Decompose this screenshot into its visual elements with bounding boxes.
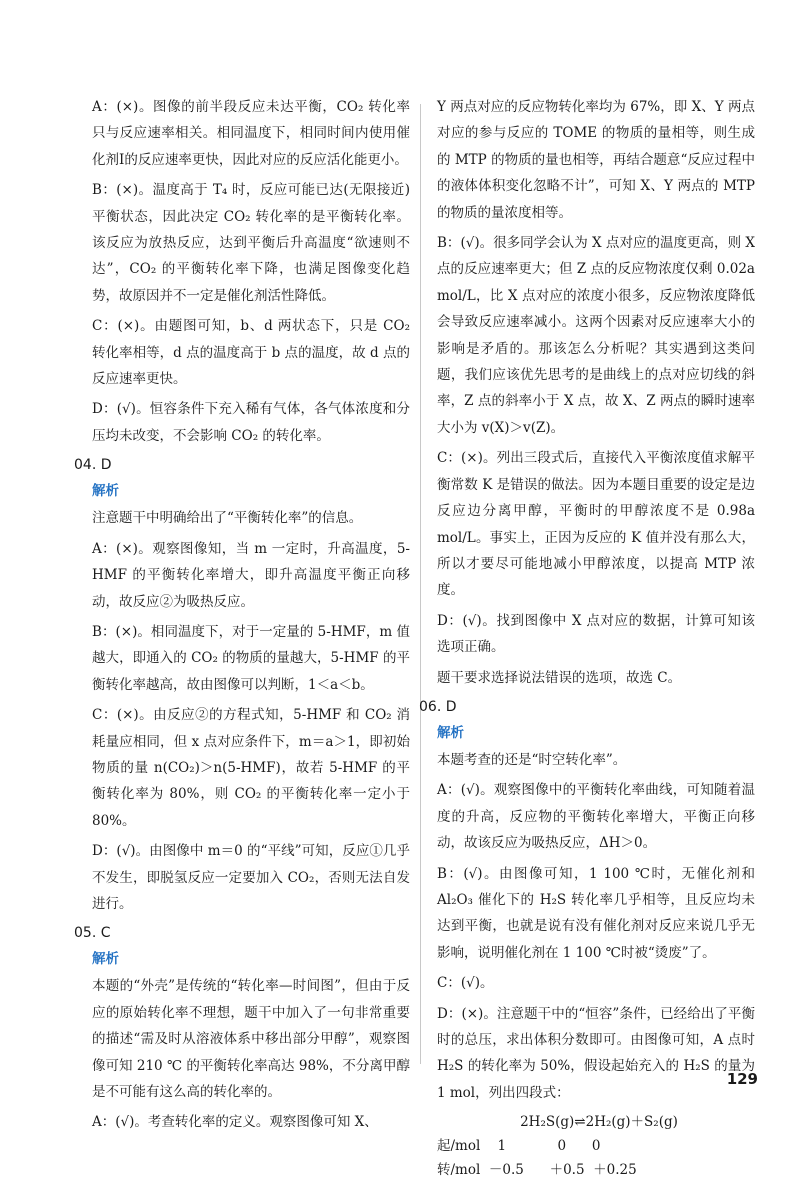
paragraph: 题干要求选择说法错误的选项，故选 C。 [437, 669, 682, 686]
paragraph: 本题考查的还是“时空转化率”。 [437, 751, 627, 768]
answer-option: D：(√)。恒容条件下充入稀有气体，各气体浓度和分压均未改变，不会影响 CO₂ 的转化率。 [92, 401, 410, 444]
question-number: 05. C [74, 925, 111, 942]
question-number: 06. D [419, 698, 457, 715]
column-divider [420, 104, 421, 1064]
question-number: 04. D [74, 457, 112, 474]
answer-option: D：(×)。注意题干中的“恒容”条件，已经给出了平衡时的总压，求出体积分数即可。由图像可知，A 点时 H₂S 的转化率为 50%，假设起始充入的 H₂S 的量为 1 mol，列出四段式： [437, 1005, 755, 1101]
answer-option: A：(×)。图像的前半段反应未达平衡，CO₂ 转化率只与反应速率相关。相同温度下，相同时间内使用催化剂Ⅰ的反应速率更快，因此对应的反应活化能更小。 [92, 99, 410, 168]
answer-option: C：(×)。列出三段式后，直接代入平衡浓度值求解平衡常数 K 是错误的做法。因为本题目重要的设定是边反应边分离甲醇，平衡时的甲醇浓度不是 0.98a mol/L。事实上，正因为反应的 K 值并没有那么大，所以才要尽可能地减小甲醇浓度，以提高 MTP 浓度。 [437, 450, 755, 599]
answer-option: C：(×)。由题图可知，b、d 两状态下，只是 CO₂ 转化率相等，d 点的温度高于 b 点的温度，故 d 点的反应速率更快。 [92, 318, 410, 388]
answer-option: B：(×)。温度高于 T₄ 时，反应可能已达(无限接近)平衡状态，因此决定 CO₂ 转化率的是平衡转化率。该反应为放热反应，达到平衡后升高温度“欲速则不达”，CO₂ 的平衡转化率下降，也满足图像变化趋势，故原因并不一定是催化剂活性降低。 [92, 182, 410, 304]
answer-option: D：(√)。找到图像中 X 点对应的数据，计算可知该选项正确。 [437, 612, 755, 656]
table-row: 转/mol －0.5 ＋0.5 ＋0.25 [437, 1162, 637, 1179]
answer-option: C：(×)。由反应②的方程式知，5-HMF 和 CO₂ 消耗量应相同，但 x 点对应条件下，m＝a＞1，即初始物质的量 n(CO₂)＞n(5-HMF)，故若 5-HMF 的平衡转化率为 80%，则 CO₂ 的平衡转化率一定小于 80%。 [92, 707, 410, 829]
analysis-label: 解析 [92, 483, 119, 500]
left-column [74, 94, 410, 1140]
table-row: 起/mol 1 0 0 [437, 1138, 601, 1155]
answer-option: D：(√)。由图像中 m＝0 的“平线”可知，反应①几乎不发生，即脱氢反应一定要加入 CO₂，否则无法自发进行。 [92, 843, 410, 912]
answer-option: C：(√)。 [437, 975, 494, 992]
answer-option: A：(√)。考查转化率的定义。观察图像可知 X、 [92, 1114, 378, 1131]
answer-option: B：(√)。由图像可知，1 100 ℃时，无催化剂和 Al₂O₃ 催化下的 H₂S 转化率几乎相等，且反应均未达到平衡，也就是说有没有催化剂对反应来说几乎无影响，说明催化剂在 1 100 ℃时被“烫废”了。 [437, 865, 755, 961]
page-number: 129 [726, 1070, 758, 1088]
answer-option: A：(×)。观察图像知，当 m 一定时，升高温度，5-HMF 的平衡转化率增大，即升高温度平衡正向移动，故反应②为吸热反应。 [92, 540, 410, 610]
paragraph: 注意题干中明确给出了“平衡转化率”的信息。 [92, 510, 363, 527]
analysis-label: 解析 [92, 951, 119, 968]
paragraph: 本题的“外壳”是传统的“转化率—时间图”，但由于反应的原始转化率不理想，题干中加入了一句非常重要的描述“需及时从溶液体系中移出部分甲醇”，观察图像可知 210 ℃ 的平衡转化率高达 98%，不分离甲醇是不可能有这么高的转化率的。 [92, 978, 410, 1100]
right-column [419, 94, 755, 1182]
paragraph: Y 两点对应的反应物转化率均为 67%，即 X、Y 两点对应的参与反应的 TOME 的物质的量相等，则生成的 MTP 的物质的量也相等，再结合题意“反应过程中的液体体积变化忽略不计”，可知 X、Y 两点的 MTP 的物质的量浓度相等。 [437, 99, 755, 221]
answer-option: B：(×)。相同温度下，对于一定量的 5-HMF，m 值越大，即通入的 CO₂ 的物质的量越大，5-HMF 的平衡转化率越高，故由图像可以判断，1＜a＜b。 [92, 623, 410, 693]
answer-option: B：(√)。很多同学会认为 X 点对应的温度更高，则 X 点的反应速率更大；但 Z 点的反应物浓度仅剩 0.02a mol/L，比 X 点对应的浓度小很多，反应物浓度降低会导致反应速率减小。这两个因素对反应速率大小的影响是矛盾的。那该怎么分析呢？其实遇到这类问题，我们应该优先思考的是曲线上的点对应切线的斜率，Z 点的斜率小于 X 点，故 X、Z 两点的瞬时速率大小为 v(X)＞v(Z)。 [437, 235, 755, 436]
answer-option: A：(√)。观察图像中的平衡转化率曲线，可知随着温度的升高，反应物的平衡转化率增大，平衡正向移动，故该反应为吸热反应，ΔH＞0。 [437, 782, 755, 852]
chemical-equation: 2H₂S(g)⇌2H₂(g)＋S₂(g) [520, 1114, 678, 1131]
analysis-label: 解析 [437, 724, 464, 741]
